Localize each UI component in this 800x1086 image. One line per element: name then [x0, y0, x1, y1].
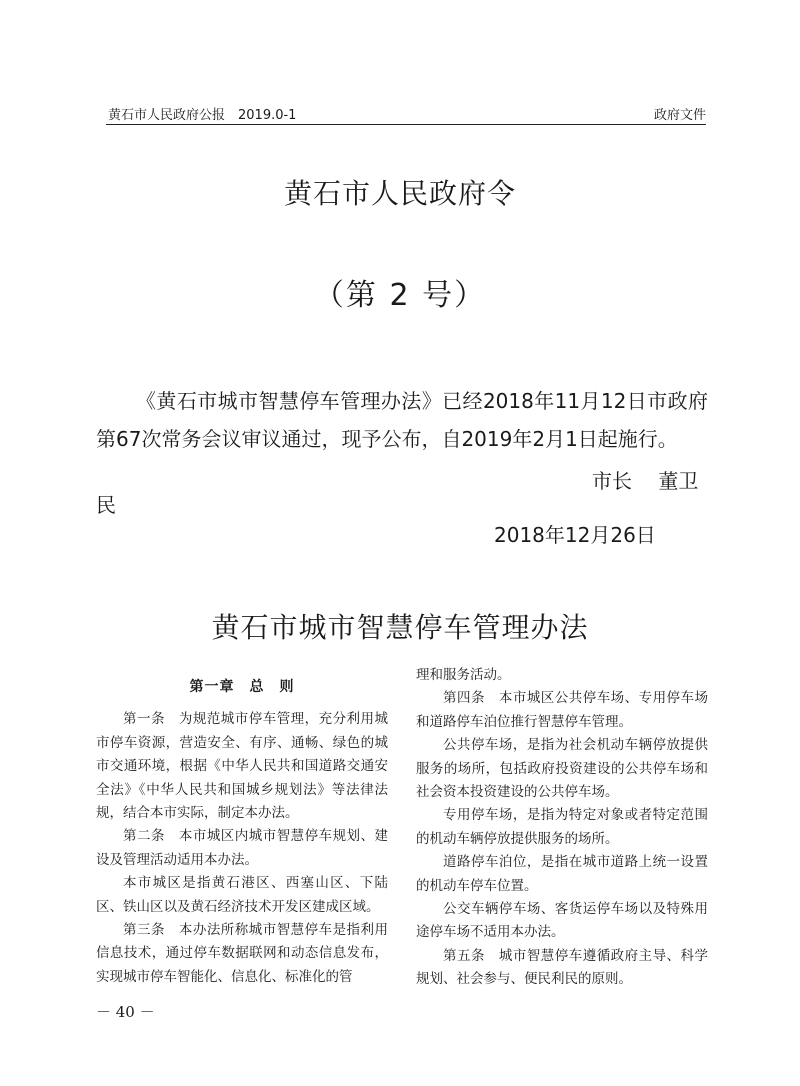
article-paragraph: 公共停车场，是指为社会机动车辆停放提供服务的场所，包括政府投资建设的公共停车场和社会资本投资建设的公共停车场。 — [416, 737, 708, 801]
article-paragraph: 第一条 为规范城市停车管理，充分利用城市停车资源，营造安全、有序、通畅、绿色的城市交通环境，根据《中华人民共和国道路交通安全法》《中华人民共和国城乡规划法》等法律法规，结合本市实际，制定本办法。 — [96, 711, 388, 822]
header-publication: 黄石市人民政府公报 2019.0-1 — [108, 108, 297, 123]
header-section: 政府文件 — [653, 108, 706, 123]
article-paragraph: 公交车辆停车场、客货运停车场以及特殊用途停车场不适用本办法。 — [416, 901, 708, 941]
doc-title: 黄石市人民政府令 — [283, 177, 516, 210]
chapter-heading: 第一章 总 则 — [189, 679, 295, 695]
decree-text: 《黄石市城市智慧停车管理办法》已经2018年11月12日市政府第67次常务会议审议通过，现予公布，自2019年2月1日起施行。 — [96, 389, 708, 451]
article-paragraph: 第二条 本市城区内城市智慧停车规划、建设及管理活动适用本办法。 — [96, 828, 388, 868]
article-continuation: 理和服务活动。 — [416, 667, 511, 683]
left-column — [96, 664, 388, 989]
right-column — [416, 664, 708, 992]
article-paragraph: 第五条 城市智慧停车遵循政府主导、科学规划、社会参与、便民利民的原则。 — [416, 947, 708, 988]
page-header — [106, 104, 706, 124]
law-title: 黄石市城市智慧停车管理办法 — [211, 611, 589, 644]
article-paragraph: 道路停车泊位，是指在城市道路上统一设置的机动车停车位置。 — [416, 854, 708, 894]
article-paragraph: 第三条 本办法所称城市智慧停车是指利用信息技术，通过停车数据联网和动态信息发布，实现城市停车智能化、信息化、标准化的管 — [96, 922, 388, 985]
article-paragraph: 专用停车场，是指为特定对象或者特定范围的机动车辆停放提供服务的场所。 — [416, 807, 708, 847]
doc-number: （第 2 号） — [313, 278, 487, 313]
signer-line-1: 市长 董卫 — [592, 469, 699, 493]
sign-date: 2018年12月26日 — [494, 523, 656, 547]
header-rule — [106, 124, 706, 125]
signer-line-2: 民 — [96, 493, 116, 517]
page-number: － 40 － — [96, 1003, 155, 1021]
article-paragraph: 本市城区是指黄石港区、西塞山区、下陆区、铁山区以及黄石经济技术开发区建成区域。 — [96, 875, 388, 915]
article-paragraph: 第四条 本市城区公共停车场、专用停车场和道路停车泊位推行智慧停车管理。 — [416, 690, 708, 730]
